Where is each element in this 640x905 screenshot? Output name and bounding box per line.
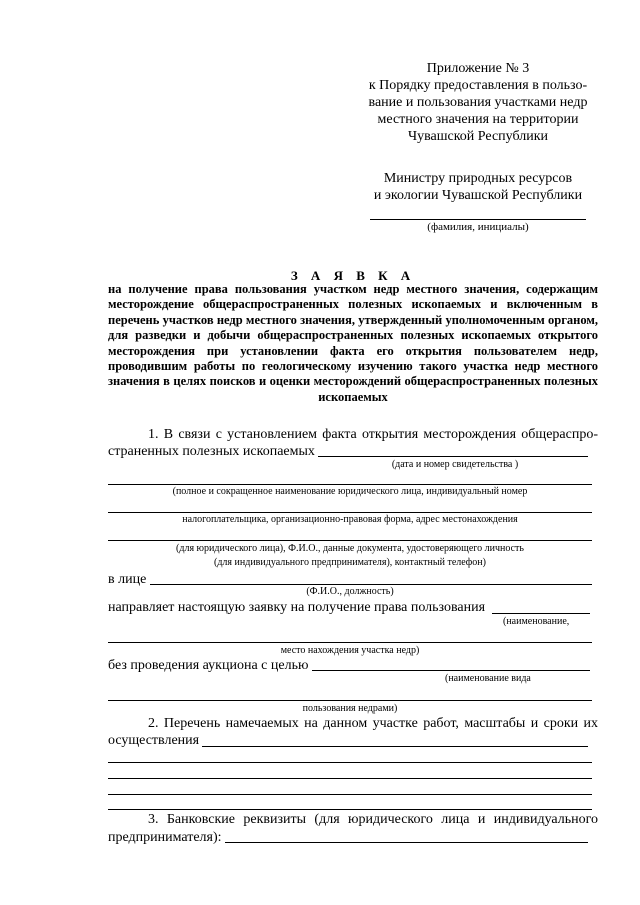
addressee-block [358,170,598,204]
works-field-5[interactable] [108,809,592,810]
note-naming: (наименование, [503,616,570,627]
note-usage: пользования недрами) [302,703,398,714]
application-title: З А Я В К А [290,268,416,283]
bank-details-field[interactable] [225,842,588,843]
site-location-field[interactable] [108,642,592,643]
applicant-name-field[interactable] [108,484,592,485]
note-type: (наименование вида [445,673,531,684]
usage-type-field[interactable] [312,670,590,671]
section1-line1: 1. В связи с установлением факта открытия месторождения общераспро- [148,427,598,442]
appendix-header [358,60,598,145]
site-name-field[interactable] [492,613,590,614]
works-field-2[interactable] [108,762,592,763]
sends-label: направляет настоящую заявку на получение права пользования [108,600,486,615]
note-name: (полное и сокращенное наименование юридического лица, индивидуальный номер [172,486,528,497]
no-auction-label: без проведения аукциона с целью [108,658,309,673]
note-individual: (для индивидуального предпринимателя), контактный телефон) [214,557,486,568]
works-field-3[interactable] [108,778,592,779]
addressee-line: и экологии Чувашской Республики [373,188,583,203]
works-field-1[interactable] [202,746,588,747]
addressee-line: Министру природных ресурсов [383,171,573,186]
note-position: (Ф.И.О., должность) [306,586,394,597]
works-field-4[interactable] [108,794,592,795]
application-subject: на получение права пользования участком недр местного значения, содержащим месторождение общераспространенных полезных ископаемых и включенным в перечень участков недр местного значения, утвержденный уполномоченным органом, для разведки и добычи общераспространенных полезных ископаемых открытого месторождения при установлении факта его открытия пользователем недр, проводившим работы по геологическому изучению такого участка недр местного значения в целях поисков и оценки месторождений общераспространенных полезных ископаемых [108,282,598,404]
section2-line2: осуществления [108,733,200,748]
note-legal: (для юридического лица), Ф.И.О., данные документа, удостоверяющего личность [176,543,524,554]
appendix-line: Приложение № 3 [426,61,530,76]
note-taxpayer: налогоплательщика, организационно-правовая форма, адрес местонахождения [182,514,518,525]
in-person-field[interactable] [150,584,592,585]
appendix-line: вание и пользования участками недр [368,95,588,110]
addressee-name-field[interactable] [370,219,586,220]
section2-line1: 2. Перечень намечаемых на данном участке работ, масштабы и сроки их [148,716,598,731]
appendix-line: местного значения на территории [377,112,579,127]
appendix-line: Чувашской Республики [407,129,549,144]
certificate-field[interactable] [318,456,588,457]
note-certificate: (дата и номер свидетельства ) [391,459,519,470]
appendix-line: к Порядку предоставления в пользо- [368,78,588,93]
usage-type-field-2[interactable] [108,700,592,701]
note-location: место нахождения участка недр) [280,645,420,656]
section1-line2: страненных полезных ископаемых [108,444,315,459]
section3-line1: 3. Банковские реквизиты (для юридического лица и индивидуального [148,812,598,827]
applicant-details-field[interactable] [108,540,592,541]
section3-line2: предпринимателя): [108,830,222,845]
in-person-label: в лице [108,572,147,587]
applicant-taxpayer-field[interactable] [108,512,592,513]
addressee-name-note: (фамилия, инициалы) [427,221,529,233]
